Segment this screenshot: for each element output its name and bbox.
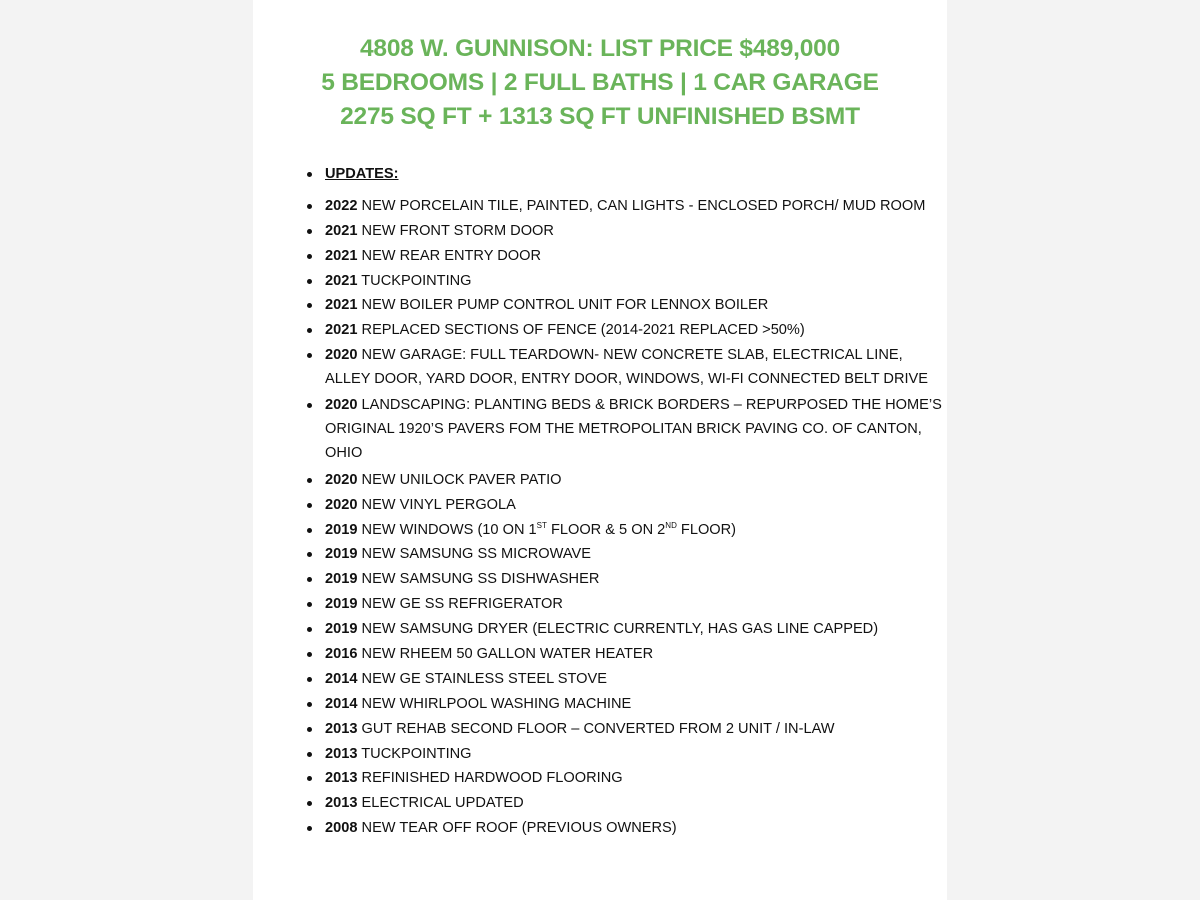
- superscript: ND: [665, 520, 677, 530]
- update-year: 2020: [325, 471, 358, 488]
- update-text: NEW RHEEM 50 GALLON WATER HEATER: [357, 645, 654, 662]
- update-year: 2019: [325, 596, 358, 613]
- list-item: [305, 816, 925, 841]
- list-item: [305, 318, 925, 343]
- update-text: NEW WHIRLPOOL WASHING MACHINE: [357, 695, 632, 712]
- update-text: NEW SAMSUNG SS DISHWASHER: [357, 571, 600, 588]
- list-item: [305, 293, 925, 318]
- list-item: [305, 642, 925, 667]
- update-text: REFINISHED HARDWOOD FLOORING: [357, 770, 623, 787]
- list-item: [305, 742, 925, 767]
- list-item: [305, 692, 925, 717]
- update-text: TUCKPOINTING: [357, 745, 472, 762]
- list-item: [305, 592, 925, 617]
- list-item: [305, 567, 925, 592]
- update-text: NEW SAMSUNG SS MICROWAVE: [357, 546, 591, 563]
- update-text: NEW FRONT STORM DOOR: [357, 222, 554, 239]
- list-item: [305, 493, 925, 518]
- update-text: NEW WINDOWS (10 ON 1: [357, 521, 537, 538]
- list-item: [305, 269, 925, 294]
- update-year: 2014: [325, 670, 358, 687]
- update-year: 2008: [325, 820, 358, 837]
- list-item: [305, 717, 925, 742]
- update-year: 2020: [325, 496, 358, 513]
- update-text-continued: OHIO: [325, 445, 363, 462]
- update-year: 2021: [325, 297, 358, 314]
- list-item: [305, 244, 925, 269]
- list-item: [305, 393, 942, 468]
- update-year: 2019: [325, 546, 358, 563]
- update-text-continued: ORIGINAL 1920’S PAVERS FOM THE METROPOLITAN BRICK PAVING CO. OF CANTON,: [325, 421, 922, 438]
- update-year: 2020: [325, 397, 358, 414]
- list-item: [305, 617, 925, 642]
- update-year: 2021: [325, 222, 358, 239]
- update-year: 2019: [325, 571, 358, 588]
- superscript: ST: [536, 520, 547, 530]
- update-text: NEW PORCELAIN TILE, PAINTED, CAN LIGHTS - ENCLOSED PORCH/ MUD ROOM: [357, 197, 926, 214]
- list-item: [305, 468, 925, 493]
- update-year: 2019: [325, 521, 358, 538]
- update-year: 2021: [325, 272, 358, 289]
- updates-list: [305, 162, 942, 841]
- update-year: 2016: [325, 645, 358, 662]
- update-year: 2013: [325, 720, 358, 737]
- header-rooms: 5 BEDROOMS | 2 FULL BATHS | 1 CAR GARAGE: [321, 69, 879, 96]
- list-item: [305, 343, 929, 393]
- update-year: 2021: [325, 247, 358, 264]
- update-text: NEW VINYL PERGOLA: [357, 496, 516, 513]
- update-text: ELECTRICAL UPDATED: [357, 795, 524, 812]
- list-item: [305, 542, 925, 567]
- update-year: 2020: [325, 347, 358, 364]
- update-text: FLOOR & 5 ON 2: [546, 521, 666, 538]
- update-text: LANDSCAPING: PLANTING BEDS & BRICK BORDERS – REPURPOSED THE HOME’S: [357, 397, 942, 414]
- update-text: NEW TEAR OFF ROOF (PREVIOUS OWNERS): [357, 820, 677, 837]
- update-year: 2013: [325, 745, 358, 762]
- update-text: NEW UNILOCK PAVER PATIO: [357, 471, 562, 488]
- update-text: NEW BOILER PUMP CONTROL UNIT FOR LENNOX BOILER: [357, 297, 769, 314]
- update-year: 2014: [325, 695, 358, 712]
- list-item: [305, 518, 925, 543]
- updates-label: UPDATES:: [325, 166, 399, 182]
- update-text: NEW GE SS REFRIGERATOR: [357, 596, 563, 613]
- update-text-continued: ALLEY DOOR, YARD DOOR, ENTRY DOOR, WINDOWS, WI-FI CONNECTED BELT DRIVE: [325, 371, 929, 388]
- update-text: NEW REAR ENTRY DOOR: [357, 247, 541, 264]
- header-address-price: 4808 W. GUNNISON: LIST PRICE $489,000: [359, 35, 841, 62]
- listing-header: [253, 32, 947, 134]
- list-item: [305, 766, 925, 791]
- update-year: 2019: [325, 621, 358, 638]
- update-year: 2022: [325, 197, 358, 214]
- update-text: TUCKPOINTING: [357, 272, 472, 289]
- update-year: 2013: [325, 795, 358, 812]
- update-text: REPLACED SECTIONS OF FENCE (2014-2021 REPLACED >50%): [357, 322, 805, 339]
- update-text: GUT REHAB SECOND FLOOR – CONVERTED FROM 2 UNIT / IN-LAW: [357, 720, 835, 737]
- header-square-footage: 2275 SQ FT + 1313 SQ FT UNFINISHED BSMT: [340, 103, 860, 130]
- update-text: NEW GARAGE: FULL TEARDOWN- NEW CONCRETE SLAB, ELECTRICAL LINE,: [357, 347, 903, 364]
- update-text: NEW SAMSUNG DRYER (ELECTRIC CURRENTLY, HAS GAS LINE CAPPED): [357, 621, 879, 638]
- updates-heading: [305, 162, 925, 187]
- document-page: [253, 0, 947, 900]
- update-text: NEW GE STAINLESS STEEL STOVE: [357, 670, 607, 687]
- list-item: [305, 219, 925, 244]
- list-item: [305, 791, 925, 816]
- update-text: FLOOR): [676, 521, 737, 538]
- update-year: 2021: [325, 322, 358, 339]
- list-item: [305, 194, 925, 219]
- list-item: [305, 667, 925, 692]
- update-year: 2013: [325, 770, 358, 787]
